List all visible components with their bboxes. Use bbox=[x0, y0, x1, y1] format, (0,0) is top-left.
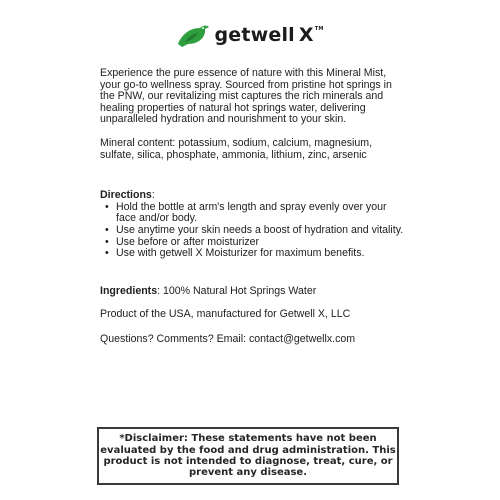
logo-lockup bbox=[176, 22, 323, 48]
intro-paragraph: Experience the pure essence of nature with this Mineral Mist, your go-to wellness spray. Sourced from pristine hot springs in the PNW, our revitalizing mist captures the rich minerals and healing properties of natural hot springs water, delivering unparalleled hydration and nourishment to your skin. bbox=[100, 67, 392, 126]
directions-item: • Use with getwell X Moisturizer for maximum benefits. bbox=[116, 248, 405, 260]
brand-logo bbox=[0, 20, 500, 50]
trademark-mark: TM bbox=[314, 26, 324, 32]
product-origin: Product of the USA, manufactured for Getwell X, LLC bbox=[100, 308, 351, 321]
directions-item: • Hold the bottle at arm's length and spray evenly over your face and/or body. bbox=[116, 202, 405, 225]
directions-title: Directions bbox=[100, 189, 152, 202]
label-content bbox=[100, 68, 405, 346]
brand-name bbox=[214, 24, 323, 46]
ingredients-heading: Ingredients bbox=[100, 284, 158, 297]
disclaimer-text: *Disclaimer: These statements have not been evaluated by the food and drug administration. This product is not intended to diagnose, treat, cure, or prevent any disease. bbox=[100, 433, 396, 479]
directions-item: • Use before or after moisturizer bbox=[116, 237, 405, 249]
ingredients-text: : 100% Natural Hot Springs Water bbox=[157, 284, 317, 297]
mineral-content: Mineral content: potassium, sodium, calcium, magnesium, sulfate, silica, phosphate, ammonia, lithium, zinc, arsenic bbox=[100, 136, 373, 161]
contact-line: Questions? Comments? Email: contact@getwellx.com bbox=[100, 332, 356, 345]
directions-colon: : bbox=[151, 189, 155, 202]
directions-item: • Use anytime your skin needs a boost of hydration and vitality. bbox=[116, 225, 405, 237]
disclaimer-box bbox=[97, 427, 399, 485]
directions-heading bbox=[100, 190, 405, 202]
bird-icon bbox=[176, 22, 210, 48]
brand-word: getwell bbox=[214, 24, 295, 46]
directions-list bbox=[100, 202, 405, 260]
ingredients-line bbox=[100, 286, 405, 298]
brand-x: X bbox=[298, 24, 314, 46]
